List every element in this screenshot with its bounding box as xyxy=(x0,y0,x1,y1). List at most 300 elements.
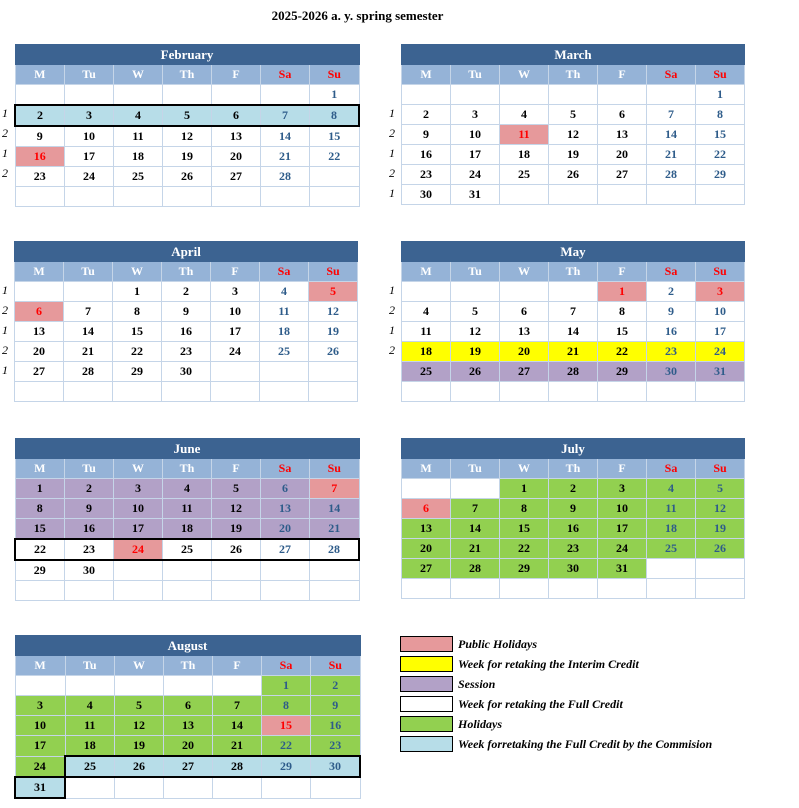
day-header: Th xyxy=(549,65,598,85)
week-row xyxy=(15,382,358,402)
day-cell: 21 xyxy=(261,147,310,167)
day-cell: 31 xyxy=(15,777,65,798)
day-header: Tu xyxy=(451,65,500,85)
day-cell: 29 xyxy=(500,559,549,579)
day-cell xyxy=(402,579,451,599)
day-cell xyxy=(212,581,261,601)
day-cell: 18 xyxy=(402,342,451,362)
day-cell: 25 xyxy=(402,362,451,382)
month-february xyxy=(2,44,360,207)
day-cell xyxy=(549,579,598,599)
day-cell: 17 xyxy=(65,147,114,167)
day-cell: 27 xyxy=(15,362,64,382)
day-cell xyxy=(211,382,260,402)
week-row xyxy=(15,696,360,716)
day-cell xyxy=(500,185,549,205)
day-header: Su xyxy=(311,656,361,676)
week-row xyxy=(15,362,358,382)
week-row xyxy=(15,539,359,560)
day-cell: 27 xyxy=(164,756,213,777)
month-april xyxy=(2,241,358,402)
day-header: Th xyxy=(164,656,213,676)
week-row xyxy=(15,167,359,187)
legend-label: Week for retaking the Full Credit xyxy=(458,696,623,711)
day-cell xyxy=(696,382,745,402)
week-type-mark: 1 xyxy=(389,283,395,297)
calendar-table xyxy=(14,635,361,799)
calendar-table xyxy=(401,44,745,205)
day-cell: 1 xyxy=(262,676,311,696)
week-row xyxy=(402,382,745,402)
calendar-table xyxy=(14,438,360,601)
day-cell: 3 xyxy=(211,282,260,302)
day-cell: 31 xyxy=(451,185,500,205)
day-cell: 21 xyxy=(451,539,500,559)
day-cell: 19 xyxy=(309,322,358,342)
week-row xyxy=(15,560,359,581)
day-cell xyxy=(213,777,262,798)
day-header: Tu xyxy=(451,262,500,282)
day-cell: 26 xyxy=(115,756,164,777)
week-type-mark: 1 xyxy=(389,186,395,200)
day-cell: 2 xyxy=(402,105,451,125)
day-cell: 5 xyxy=(696,479,745,499)
day-cell xyxy=(163,187,212,207)
day-cell: 24 xyxy=(114,539,163,560)
legend-swatch xyxy=(400,676,453,692)
day-cell xyxy=(647,559,696,579)
month-july xyxy=(401,438,745,599)
day-cell: 25 xyxy=(500,165,549,185)
day-cell xyxy=(260,362,309,382)
day-cell: 10 xyxy=(598,499,647,519)
week-row xyxy=(15,716,360,736)
week-type-mark: 1 xyxy=(2,146,8,160)
day-cell: 5 xyxy=(451,302,500,322)
day-cell: 17 xyxy=(15,736,65,757)
day-cell: 22 xyxy=(15,539,65,560)
day-cell: 10 xyxy=(15,716,65,736)
day-header: Sa xyxy=(260,262,309,282)
day-cell xyxy=(310,560,360,581)
day-cell: 9 xyxy=(162,302,211,322)
day-cell xyxy=(500,85,549,105)
day-cell: 29 xyxy=(598,362,647,382)
week-row xyxy=(15,282,358,302)
day-cell: 20 xyxy=(15,342,64,362)
day-cell: 15 xyxy=(310,126,360,147)
day-cell: 9 xyxy=(402,125,451,145)
day-cell: 22 xyxy=(696,145,745,165)
day-cell: 23 xyxy=(402,165,451,185)
day-cell xyxy=(261,560,310,581)
day-cell xyxy=(114,187,163,207)
day-cell xyxy=(647,579,696,599)
day-cell: 17 xyxy=(696,322,745,342)
day-cell: 21 xyxy=(549,342,598,362)
day-cell: 20 xyxy=(164,736,213,757)
day-cell: 24 xyxy=(211,342,260,362)
week-row xyxy=(15,105,359,126)
day-cell: 6 xyxy=(164,696,213,716)
day-cell: 5 xyxy=(115,696,164,716)
day-cell: 18 xyxy=(114,147,163,167)
week-row xyxy=(15,499,359,519)
day-header: F xyxy=(213,656,262,676)
day-header: M xyxy=(15,656,65,676)
week-type-mark: 1 xyxy=(2,283,8,297)
day-cell: 23 xyxy=(65,539,114,560)
day-cell xyxy=(163,85,212,106)
day-cell: 14 xyxy=(261,126,310,147)
day-cell xyxy=(162,382,211,402)
day-cell xyxy=(500,382,549,402)
legend-label: Week forretaking the Full Credit by the Commision xyxy=(458,736,713,751)
day-header: F xyxy=(212,65,261,85)
day-cell xyxy=(65,85,114,106)
day-cell: 26 xyxy=(696,539,745,559)
day-cell: 20 xyxy=(212,147,261,167)
day-cell: 23 xyxy=(15,167,65,187)
day-cell: 2 xyxy=(15,105,65,126)
day-cell: 20 xyxy=(500,342,549,362)
day-cell: 9 xyxy=(65,499,114,519)
legend xyxy=(400,634,712,754)
day-cell xyxy=(451,579,500,599)
day-cell: 25 xyxy=(163,539,212,560)
day-header: F xyxy=(598,459,647,479)
day-header: F xyxy=(598,65,647,85)
week-row xyxy=(402,145,745,165)
day-cell: 23 xyxy=(162,342,211,362)
day-header: W xyxy=(114,65,163,85)
day-header: Sa xyxy=(261,459,310,479)
day-header: Tu xyxy=(451,459,500,479)
day-cell xyxy=(402,382,451,402)
day-cell: 13 xyxy=(212,126,261,147)
day-cell: 27 xyxy=(212,167,261,187)
day-cell xyxy=(309,362,358,382)
day-cell xyxy=(261,187,310,207)
day-header: Tu xyxy=(64,262,113,282)
day-cell: 8 xyxy=(113,302,162,322)
month-name: July xyxy=(402,439,745,459)
day-cell: 13 xyxy=(598,125,647,145)
day-cell xyxy=(500,282,549,302)
day-cell: 21 xyxy=(64,342,113,362)
week-type-mark: 2 xyxy=(389,303,395,317)
day-header: Th xyxy=(549,459,598,479)
day-cell: 12 xyxy=(696,499,745,519)
day-cell xyxy=(65,676,115,696)
day-cell: 2 xyxy=(162,282,211,302)
calendar-table xyxy=(14,44,360,207)
legend-swatch xyxy=(400,636,453,652)
day-header: Su xyxy=(696,459,745,479)
month-march xyxy=(389,44,745,205)
day-cell: 28 xyxy=(261,167,310,187)
legend-label: Session xyxy=(458,676,496,691)
legend-swatch xyxy=(400,656,453,672)
legend-item xyxy=(400,714,712,734)
week-row xyxy=(15,736,360,757)
legend-item xyxy=(400,654,712,674)
day-header: Su xyxy=(696,65,745,85)
day-cell: 1 xyxy=(696,85,745,105)
day-cell: 4 xyxy=(402,302,451,322)
day-cell: 11 xyxy=(65,716,115,736)
day-header: W xyxy=(500,262,549,282)
day-cell xyxy=(212,187,261,207)
day-cell: 1 xyxy=(598,282,647,302)
day-cell: 4 xyxy=(114,105,163,126)
day-cell: 18 xyxy=(647,519,696,539)
day-cell: 1 xyxy=(113,282,162,302)
legend-item xyxy=(400,674,712,694)
day-cell xyxy=(647,382,696,402)
day-cell xyxy=(114,581,163,601)
week-row xyxy=(402,479,745,499)
month-name: March xyxy=(402,45,745,65)
day-cell: 26 xyxy=(309,342,358,362)
day-cell: 11 xyxy=(500,125,549,145)
day-cell xyxy=(500,579,549,599)
day-cell: 28 xyxy=(213,756,262,777)
day-cell: 23 xyxy=(647,342,696,362)
day-cell: 5 xyxy=(309,282,358,302)
day-cell: 25 xyxy=(65,756,115,777)
week-row xyxy=(402,342,745,362)
day-cell xyxy=(64,282,113,302)
day-header: F xyxy=(211,262,260,282)
day-cell xyxy=(212,85,261,106)
day-cell: 13 xyxy=(261,499,310,519)
calendar-table xyxy=(14,241,358,402)
month-name: August xyxy=(15,636,360,656)
day-cell: 30 xyxy=(311,756,361,777)
week-row xyxy=(402,185,745,205)
day-cell: 8 xyxy=(15,499,65,519)
week-row xyxy=(15,342,358,362)
calendar-table xyxy=(401,438,745,599)
day-cell xyxy=(549,185,598,205)
day-cell: 11 xyxy=(114,126,163,147)
day-cell: 21 xyxy=(310,519,360,540)
legend-swatch xyxy=(400,716,453,732)
day-cell: 16 xyxy=(162,322,211,342)
day-cell: 28 xyxy=(549,362,598,382)
day-cell xyxy=(261,581,310,601)
day-header: Th xyxy=(162,262,211,282)
day-cell: 9 xyxy=(647,302,696,322)
day-cell: 28 xyxy=(310,539,360,560)
week-row xyxy=(15,126,359,147)
day-header: Tu xyxy=(65,459,114,479)
week-type-mark: 2 xyxy=(2,303,8,317)
day-header: Th xyxy=(163,459,212,479)
week-row xyxy=(402,105,745,125)
day-cell: 27 xyxy=(261,539,310,560)
day-header: F xyxy=(212,459,261,479)
day-cell: 4 xyxy=(163,479,212,499)
day-cell: 6 xyxy=(212,105,261,126)
day-cell: 24 xyxy=(696,342,745,362)
day-cell xyxy=(402,479,451,499)
day-cell: 22 xyxy=(262,736,311,757)
day-header: Sa xyxy=(261,65,310,85)
day-cell xyxy=(15,282,64,302)
day-cell: 8 xyxy=(310,105,360,126)
day-cell: 13 xyxy=(402,519,451,539)
day-cell: 15 xyxy=(696,125,745,145)
day-cell xyxy=(115,676,164,696)
day-cell: 28 xyxy=(647,165,696,185)
day-cell: 29 xyxy=(696,165,745,185)
day-cell xyxy=(64,382,113,402)
day-header: Tu xyxy=(65,65,114,85)
day-cell: 8 xyxy=(696,105,745,125)
day-cell: 15 xyxy=(500,519,549,539)
day-cell xyxy=(163,581,212,601)
day-cell: 6 xyxy=(598,105,647,125)
day-cell xyxy=(310,581,360,601)
day-header: Su xyxy=(696,262,745,282)
day-cell: 16 xyxy=(65,519,114,540)
week-row xyxy=(402,362,745,382)
day-cell: 17 xyxy=(114,519,163,540)
day-header: W xyxy=(114,459,163,479)
day-cell xyxy=(549,382,598,402)
day-cell: 4 xyxy=(647,479,696,499)
day-cell: 10 xyxy=(696,302,745,322)
day-cell: 3 xyxy=(696,282,745,302)
week-type-mark: 1 xyxy=(2,363,8,377)
day-cell: 10 xyxy=(451,125,500,145)
day-header: Sa xyxy=(647,459,696,479)
day-cell xyxy=(549,282,598,302)
day-cell: 29 xyxy=(262,756,311,777)
day-cell xyxy=(113,382,162,402)
day-cell: 1 xyxy=(310,85,360,106)
day-cell: 7 xyxy=(647,105,696,125)
day-cell: 19 xyxy=(696,519,745,539)
day-cell xyxy=(164,777,213,798)
day-cell: 12 xyxy=(212,499,261,519)
day-cell: 22 xyxy=(598,342,647,362)
day-cell: 16 xyxy=(311,716,361,736)
day-cell: 29 xyxy=(113,362,162,382)
day-cell: 8 xyxy=(262,696,311,716)
day-cell xyxy=(115,777,164,798)
week-type-mark: 2 xyxy=(389,343,395,357)
day-cell xyxy=(65,187,114,207)
month-name: February xyxy=(15,45,359,65)
legend-label: Public Holidays xyxy=(458,636,537,651)
day-cell: 7 xyxy=(64,302,113,322)
calendar-table xyxy=(401,241,745,402)
legend-item xyxy=(400,734,712,754)
day-cell: 15 xyxy=(262,716,311,736)
day-cell: 24 xyxy=(15,756,65,777)
day-cell: 20 xyxy=(402,539,451,559)
day-cell: 28 xyxy=(451,559,500,579)
week-row xyxy=(15,302,358,322)
day-cell: 11 xyxy=(647,499,696,519)
day-cell: 21 xyxy=(647,145,696,165)
day-cell: 3 xyxy=(451,105,500,125)
day-cell xyxy=(549,85,598,105)
day-cell: 25 xyxy=(114,167,163,187)
day-header: Sa xyxy=(647,65,696,85)
day-cell: 7 xyxy=(213,696,262,716)
day-cell: 23 xyxy=(311,736,361,757)
day-cell xyxy=(260,382,309,402)
week-row xyxy=(15,777,360,798)
day-cell xyxy=(647,185,696,205)
day-header: Sa xyxy=(262,656,311,676)
day-header: F xyxy=(598,262,647,282)
day-cell: 11 xyxy=(260,302,309,322)
week-row xyxy=(15,85,359,106)
day-header: W xyxy=(115,656,164,676)
day-cell: 27 xyxy=(598,165,647,185)
day-cell: 7 xyxy=(261,105,310,126)
day-cell: 2 xyxy=(549,479,598,499)
month-june xyxy=(14,438,360,601)
week-row xyxy=(15,479,359,499)
day-cell: 14 xyxy=(549,322,598,342)
day-cell: 2 xyxy=(65,479,114,499)
week-type-mark: 1 xyxy=(389,323,395,337)
day-cell: 3 xyxy=(65,105,114,126)
day-header: Su xyxy=(309,262,358,282)
day-cell: 16 xyxy=(15,147,65,167)
day-cell xyxy=(163,560,212,581)
week-type-mark: 1 xyxy=(2,106,8,120)
week-row xyxy=(402,579,745,599)
day-cell: 9 xyxy=(15,126,65,147)
day-cell xyxy=(262,777,311,798)
day-cell: 20 xyxy=(598,145,647,165)
day-header: Sa xyxy=(647,262,696,282)
day-cell: 18 xyxy=(163,519,212,540)
day-cell: 13 xyxy=(164,716,213,736)
day-cell: 25 xyxy=(260,342,309,362)
day-cell: 20 xyxy=(261,519,310,540)
legend-label: Holidays xyxy=(458,716,502,731)
day-cell: 22 xyxy=(310,147,360,167)
day-cell: 17 xyxy=(451,145,500,165)
day-cell xyxy=(65,581,114,601)
page-title: 2025-2026 a. y. spring semester xyxy=(271,8,444,23)
day-cell: 9 xyxy=(311,696,361,716)
day-cell: 31 xyxy=(598,559,647,579)
day-cell: 24 xyxy=(65,167,114,187)
day-cell xyxy=(213,676,262,696)
week-type-mark: 2 xyxy=(389,126,395,140)
day-cell xyxy=(65,777,115,798)
day-cell xyxy=(211,362,260,382)
legend-swatch xyxy=(400,696,453,712)
day-cell: 18 xyxy=(500,145,549,165)
day-cell xyxy=(598,579,647,599)
week-type-mark: 2 xyxy=(2,126,8,140)
day-cell xyxy=(598,85,647,105)
day-cell: 15 xyxy=(15,519,65,540)
day-cell: 22 xyxy=(113,342,162,362)
day-cell xyxy=(598,185,647,205)
day-cell: 12 xyxy=(115,716,164,736)
